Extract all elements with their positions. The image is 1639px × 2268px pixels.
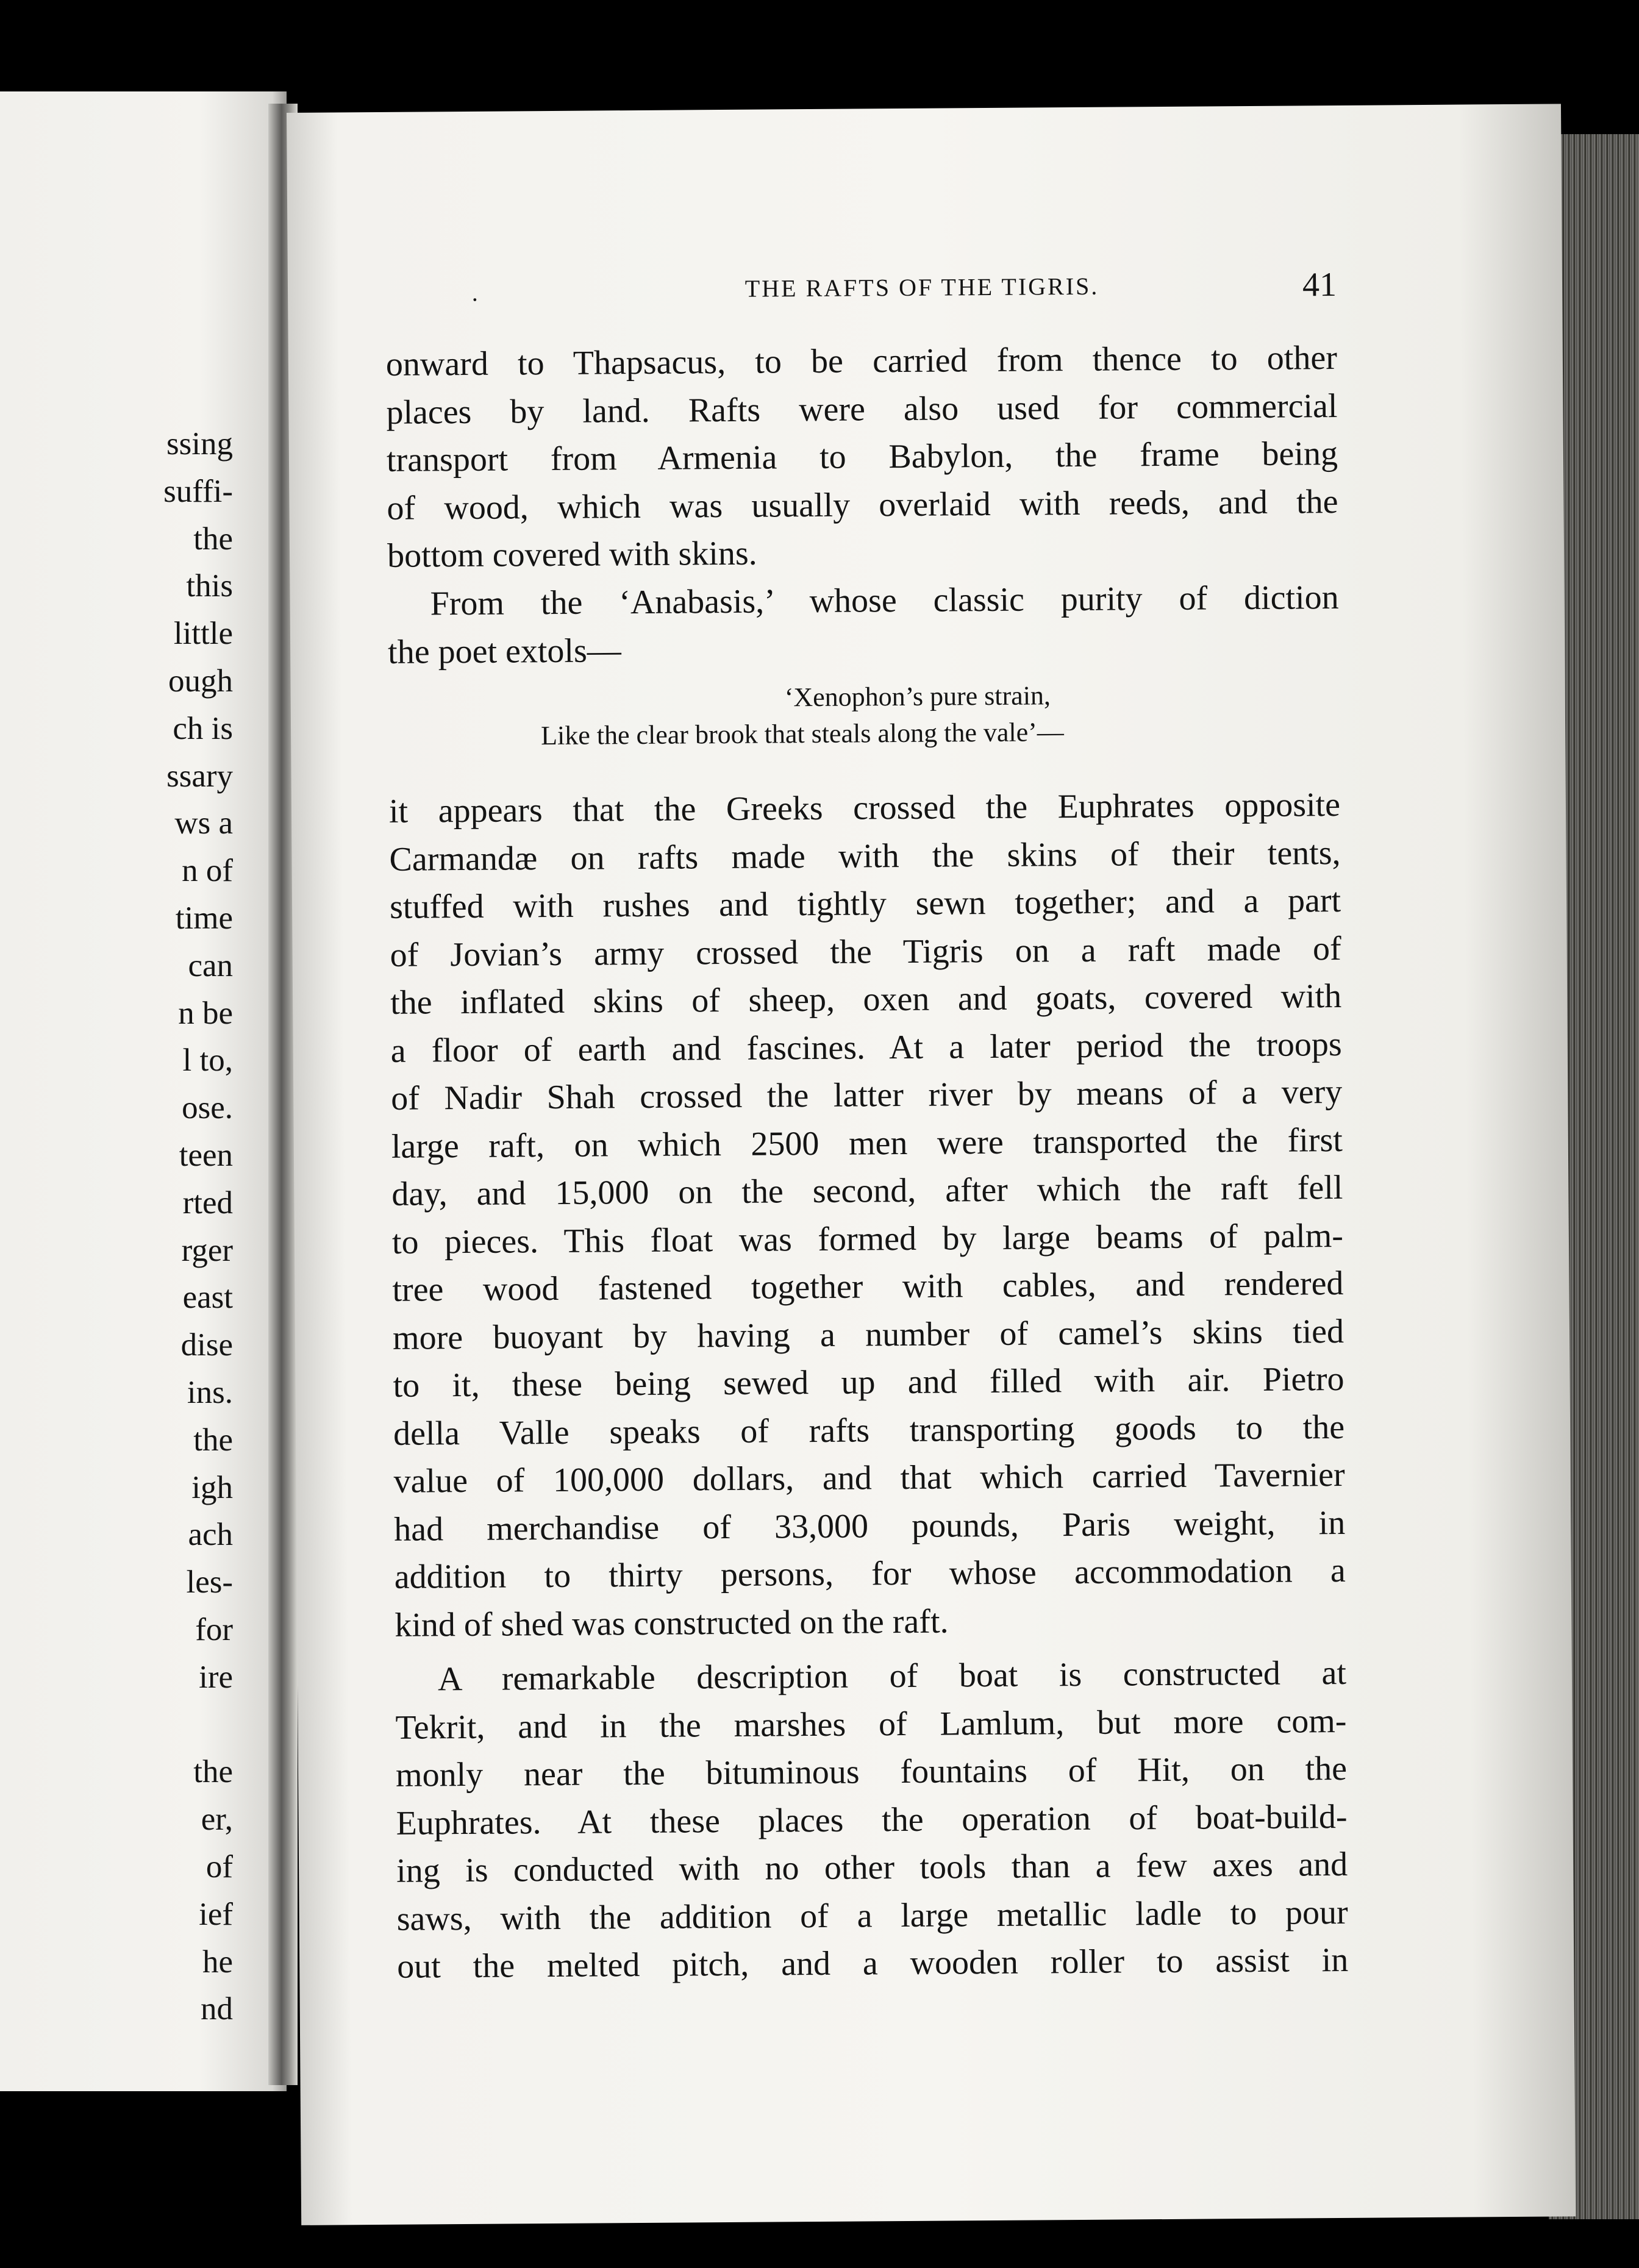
text-line: out the melted pitch, and a wooden roller to assist in [397, 1941, 1349, 1986]
left-page-fragment: little [173, 616, 233, 652]
text-line: had merchandise of 33,000 pounds, Paris weight, in [394, 1503, 1346, 1549]
left-page-fragment: the [193, 1422, 233, 1458]
text-line: places by land. Rafts were also used for commercial [386, 387, 1338, 432]
text-line: the inflated skins of sheep, oxen and goats, covered with [390, 977, 1342, 1022]
text-line: large raft, on which 2500 men were transported the first [391, 1121, 1343, 1166]
left-page-fragment: ach [188, 1517, 233, 1553]
text-line: saws, with the addition of a large metallic ladle to pour [396, 1893, 1348, 1938]
left-page-fragment: l to, [182, 1043, 233, 1079]
left-page-fragment: the [193, 1754, 233, 1790]
page-number: 41 [1302, 265, 1337, 304]
text-line: to it, these being sewed up and filled with air. Pietro [393, 1360, 1344, 1405]
left-page-fragment: n be [178, 995, 233, 1031]
left-page-fragment: suffi- [163, 473, 233, 509]
text-line: Tekrit, and in the marshes of Lamlum, but more com- [395, 1702, 1347, 1747]
left-page-fragment: of [205, 1849, 233, 1885]
left-page-fragment: ssing [166, 426, 233, 462]
left-page-fragment: ire [199, 1659, 233, 1695]
printer-dot: · [470, 285, 479, 313]
text-line: monly near the bituminous fountains of Hit, on the [395, 1749, 1348, 1794]
quote-line: ‘Xenophon’s pure strain, [784, 680, 1051, 713]
left-page-fragment: er, [201, 1802, 233, 1838]
text-line: of Nadir Shah crossed the latter river by means of a very [391, 1072, 1343, 1118]
left-page-fragment: ough [168, 663, 233, 699]
text-line: kind of shed was constructed on the raft. [395, 1602, 949, 1644]
text-line: the poet extols— [387, 631, 621, 671]
verse-quotation [388, 676, 1340, 755]
left-page-fragment: ch is [173, 710, 233, 746]
left-page-fragment: this [186, 568, 233, 604]
text-line: it appears that the Greeks crossed the Euphrates opposite [388, 785, 1341, 830]
text-line: A remarkable description of boat is constructed at [437, 1653, 1347, 1699]
left-page-fragment: for [195, 1611, 233, 1647]
text-line: Carmandæ on rafts made with the skins of their tents, [389, 833, 1341, 879]
text-line: transport from Armenia to Babylon, the frame being [386, 434, 1338, 479]
text-line: to pieces. This float was formed by large beams of palm- [391, 1216, 1344, 1261]
left-page-fragment: igh [191, 1469, 233, 1505]
text-line: Euphrates. At these places the operation of boat-build- [396, 1797, 1348, 1842]
text-line: a floor of earth and fascines. At a later period the troops [390, 1025, 1342, 1070]
left-page-fragment: teen [179, 1137, 233, 1173]
text-line: addition to thirty persons, for whose accommodation a [394, 1551, 1346, 1596]
text-line: day, and 15,000 on the second, after which the raft fell [391, 1168, 1343, 1213]
paragraph-2 [387, 574, 1339, 676]
paragraph-1 [386, 334, 1339, 580]
text-line: onward to Thapsacus, to be carried from thence to other [385, 338, 1338, 383]
right-page [287, 104, 1576, 2225]
left-page-fragment: ose. [182, 1090, 233, 1126]
left-page-fragment: dise [180, 1327, 233, 1363]
left-page-fragment: east [182, 1280, 233, 1316]
text-line: bottom covered with skins. [387, 534, 757, 575]
text-line: of wood, which was usually overlaid with reeds, and the [387, 482, 1338, 527]
left-page-fragment: nd [201, 1991, 233, 2027]
left-page-fragment: ws a [174, 805, 233, 841]
left-page-fragment: n of [182, 853, 233, 889]
left-page-fragment: he [202, 1944, 233, 1980]
text-line: ing is conducted with no other tools than a few axes and [396, 1845, 1348, 1890]
text-line: della Valle speaks of rafts transporting goods to the [393, 1408, 1345, 1453]
text-line: From the ‘Anabasis,’ whose classic purity of diction [430, 578, 1339, 623]
text-line: more buoyant by having a number of camel’s skins tied [392, 1312, 1344, 1357]
left-page-fragment: rger [181, 1232, 233, 1268]
left-page [0, 91, 287, 2091]
text-line: tree wood fastened together with cables, and rendered [392, 1264, 1344, 1309]
left-page-fragment: time [175, 900, 233, 936]
paragraph-3 [389, 781, 1346, 1649]
left-page-fragment: can [188, 947, 233, 983]
text-line: stuffed with rushes and tightly sewn together; and a part [389, 881, 1341, 926]
quote-line: Like the clear brook that steals along the vale’— [540, 717, 1064, 751]
left-page-text-fragments [87, 421, 233, 2033]
paragraph-4 [395, 1649, 1349, 1991]
text-line: value of 100,000 dollars, and that which carried Tavernier [393, 1455, 1345, 1500]
left-page-fragment: ins. [187, 1374, 233, 1410]
left-page-fragment: the [193, 521, 233, 557]
running-title: THE RAFTS OF THE TIGRIS. [745, 272, 1099, 302]
left-page-fragment: ief [199, 1896, 233, 1932]
left-page-fragment: les- [186, 1564, 233, 1600]
left-page-fragment: rted [182, 1185, 233, 1221]
running-head [385, 265, 1337, 326]
left-page-fragment [87, 1702, 233, 1749]
left-page-fragment: ssary [166, 758, 233, 794]
text-line: of Jovian’s army crossed the Tigris on a raft made of [390, 929, 1341, 974]
